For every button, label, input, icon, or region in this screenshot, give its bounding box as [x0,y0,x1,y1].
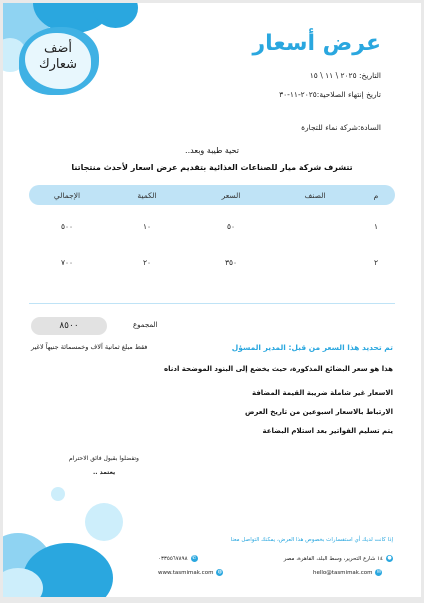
contact-address: ● ١٤ شارع التحرير، وسط البلد، القاهرة، مصر [283,555,392,562]
quotation-page [3,3,421,597]
signature-label: يعتمد .. [93,469,116,476]
term-item: الارتباط بالاسعار اسبوعين من تاريخ العرض [245,408,393,416]
col-price: السعر [189,185,273,205]
table-header-row [29,185,395,205]
decor-blob [85,503,123,541]
pricing-note-heading: تم تحديد هذا السعر من قبل: المدير المسؤل [231,343,393,352]
cell-total: ٥٠٠ [60,221,74,231]
cell-total: ٧٠٠ [60,257,74,267]
table-row [29,205,395,247]
table-row [29,247,395,277]
globe-icon: ◍ [217,569,223,575]
decor-blob [51,487,65,501]
items-table [29,185,395,277]
issue-date: التاريخ: ٢٠٢٥ \ ١١ \ ١٥ [309,71,381,80]
total-label: المجموع [133,321,158,329]
divider [29,303,395,304]
cell-price: ٥٠ [226,221,236,231]
page-title: عرض أسعار [252,31,381,56]
cell-item [273,247,357,277]
email-icon: ✉ [376,569,382,575]
total-in-words: فقط مبلغ ثمانية آلاف وخمسمائة جنيهاً لاغير [31,343,148,351]
cell-index: ٢ [373,257,379,267]
cell-price: ٣٥٠ [224,257,238,267]
validity-date: تاريخ إنتهاء الصلاحية:٢٠٢٥-١١-٣٠ [279,90,381,99]
total-value: ٨٥٠٠ [31,317,107,335]
col-qty: الكمية [105,185,189,205]
cell-index: ١ [373,221,379,231]
location-icon: ● [387,555,392,561]
col-item: الصنف [273,185,357,205]
col-total: الإجمالي [29,185,105,205]
logo-placeholder: أضف شعارك [38,41,78,72]
terms-intro: هذا هو سعر البضائع المذكورة، حيث يخضع إلى البنود الموضحة ادناه [163,365,393,373]
cell-item [273,205,357,247]
term-item: يتم تسليم الفواتير بعد استلام البضاعة [262,427,393,435]
contact-heading: إذا كانت لديك أي استفسارات بخصوص هذا العرض، يمكنك التواصل معنا [230,537,393,543]
contact-phone: ٠٣٣٥٥٦٧٨٩٨ ✆ [158,555,197,562]
greeting: تحية طيبة وبعد.. [185,146,239,155]
term-item: الاسعار غير شاملة ضريبة القيمة المضافة [251,389,393,397]
contact-website[interactable]: www.tasmimak.com ◍ [158,569,223,576]
recipient: السادة:شركة نماء للتجارة [301,123,381,132]
cell-qty: ١٠ [142,221,152,231]
contact-email[interactable]: hello@tasmimak.com ✉ [313,569,382,576]
cell-qty: ٢٠ [142,257,152,267]
closing-text: وتفضلوا بقبول فائق الاحترام [69,455,139,462]
col-index: م [357,185,395,205]
intro-text: تتشرف شركة ميار للصناعات الغذائية بتقديم عرض اسعار لأحدث منتجاتنا [71,163,353,172]
phone-icon: ✆ [191,555,197,561]
